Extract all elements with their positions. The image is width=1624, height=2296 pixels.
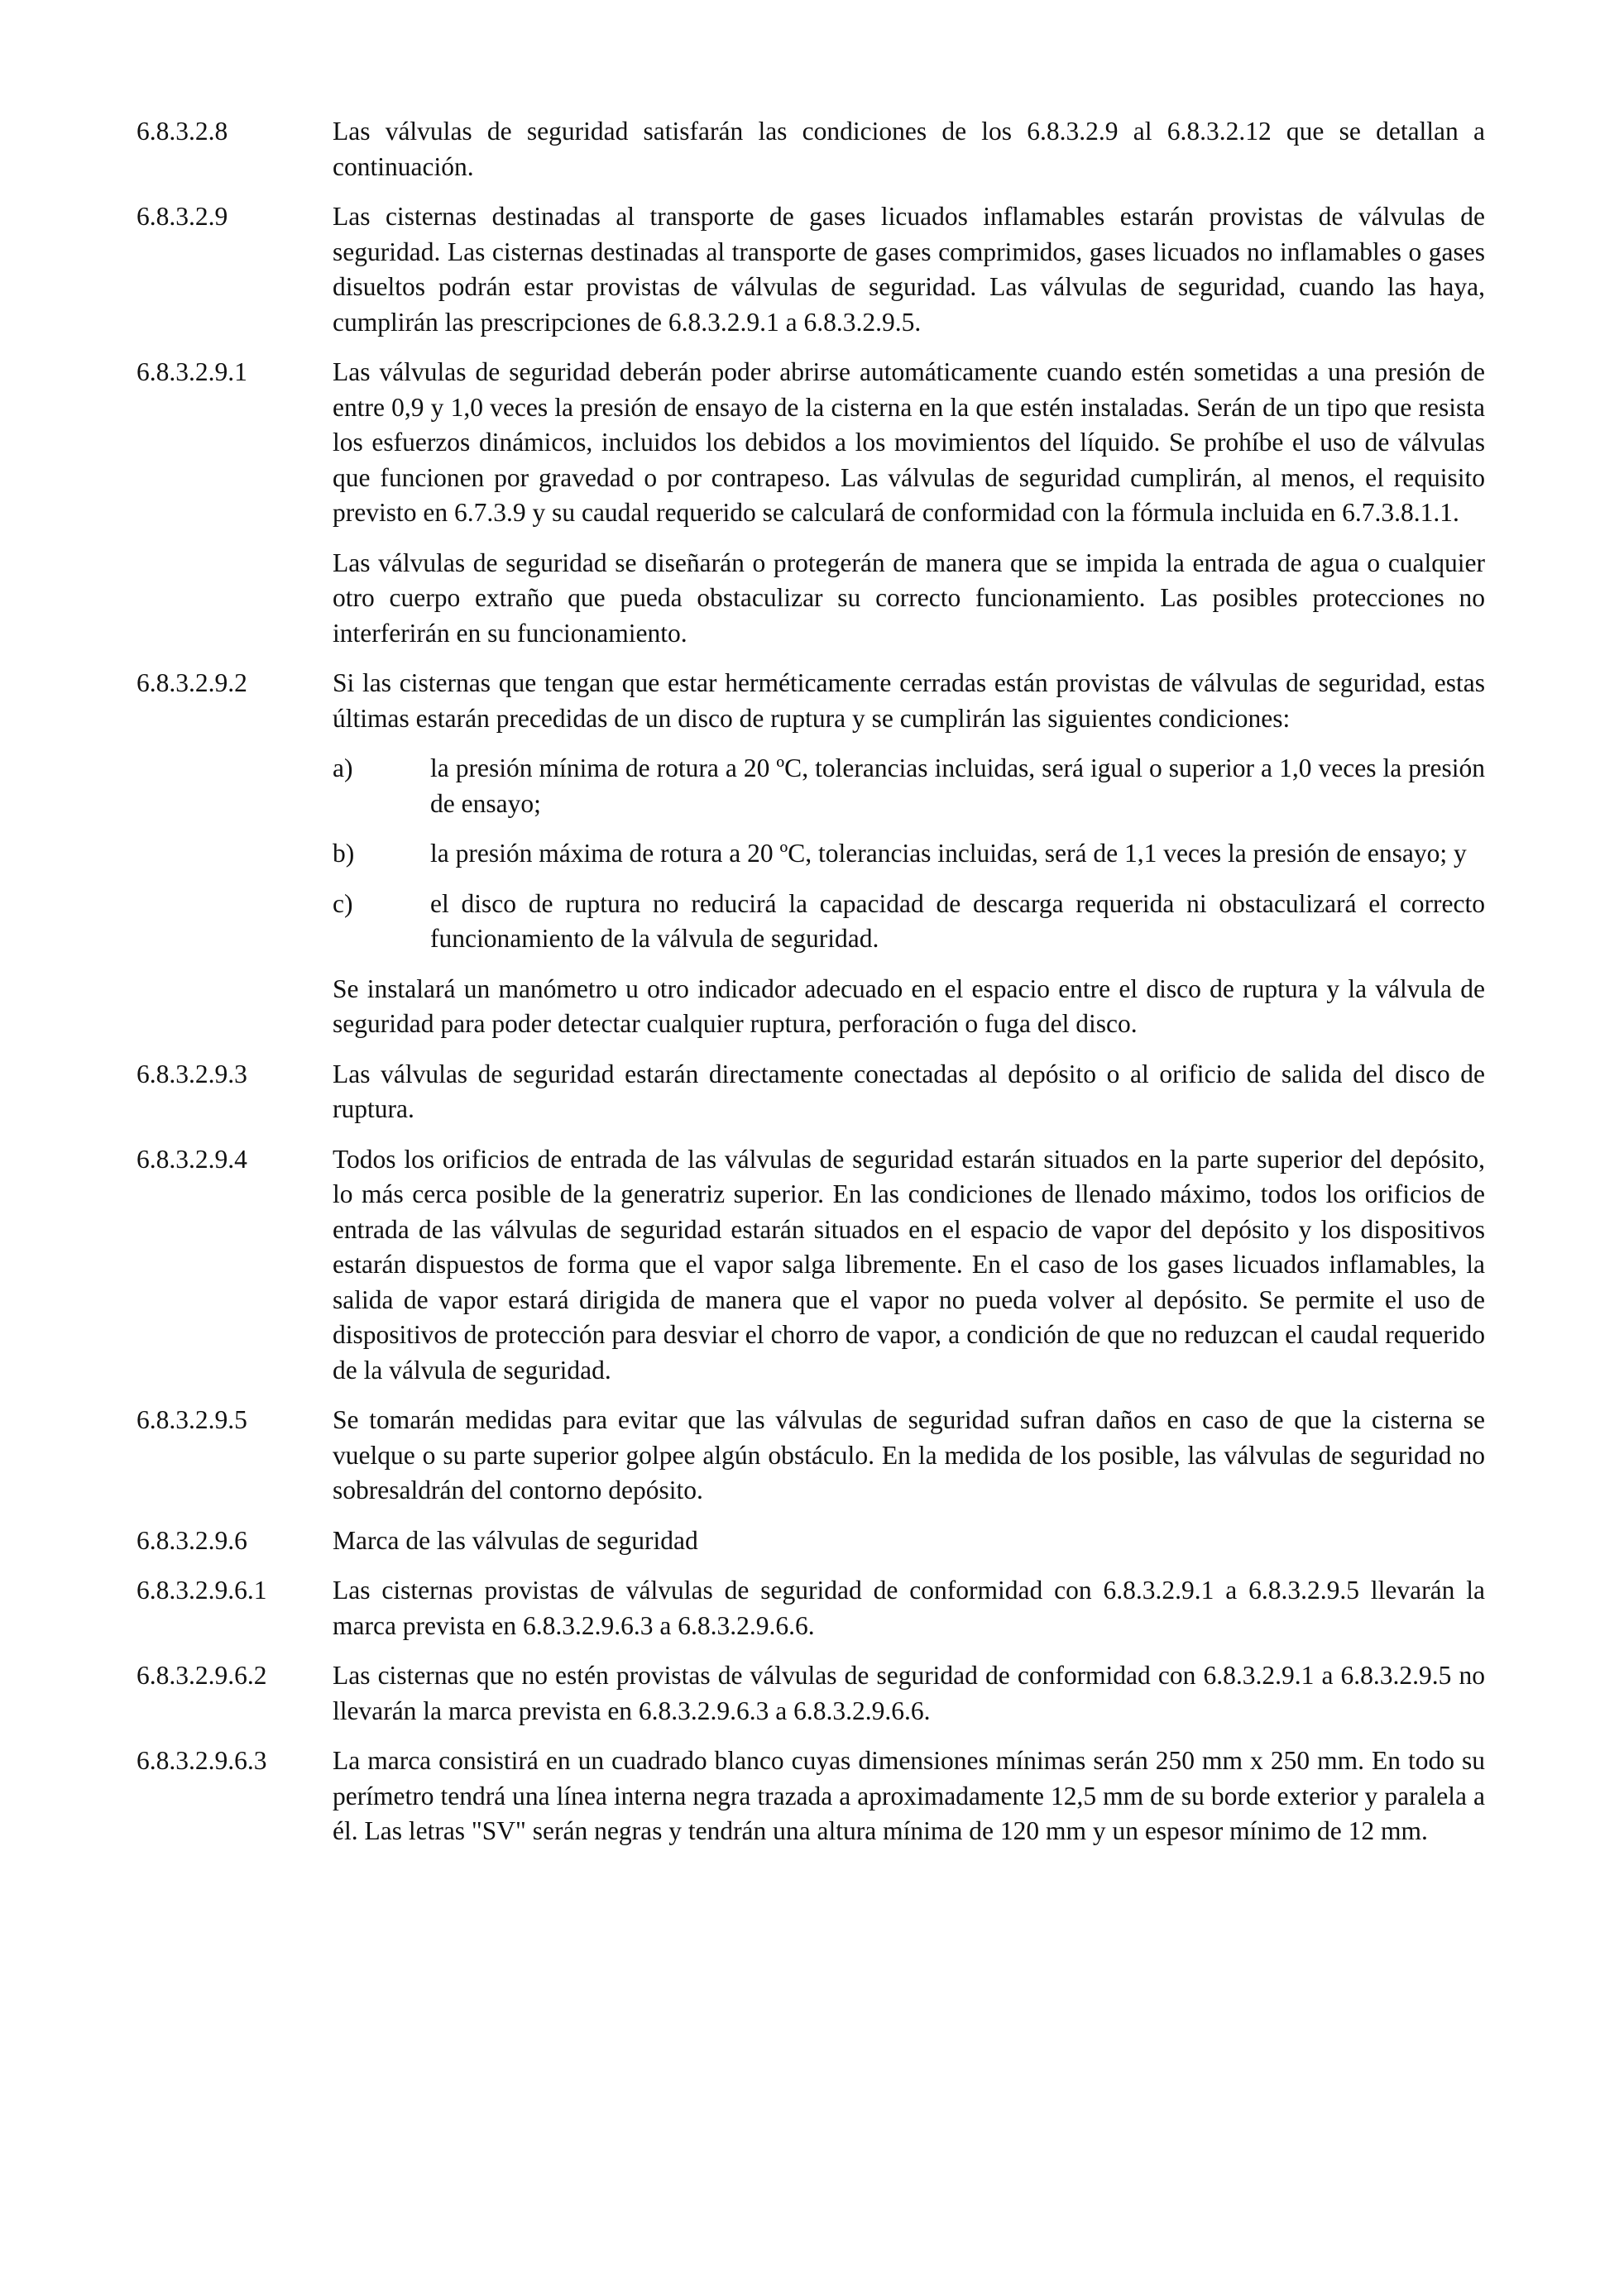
section-number: 6.8.3.2.8 [137,117,228,146]
section-6-8-3-2-9-3 [137,1057,1485,1127]
section-number: 6.8.3.2.9.2 [137,668,247,697]
section-body [333,355,1485,651]
list-item [333,887,1485,957]
section-6-8-3-2-9-6 [137,1523,1485,1559]
section-body [333,1523,1485,1559]
paragraph: Se tomarán medidas para evitar que las válvulas de seguridad sufran daños en caso de que la cisterna se vuelque o su parte superior golpee algún obstáculo. En la medida de los posible, las válvulas de seguridad no sobresaldrán del contorno depósito. [333,1405,1485,1504]
section-body [333,199,1485,340]
section-number: 6.8.3.2.9.5 [137,1405,247,1434]
document-page [137,114,1485,1864]
section-number: 6.8.3.2.9.6 [137,1525,247,1555]
list-item [333,836,1485,872]
list-item-text: el disco de ruptura no reducirá la capacidad de descarga requerida ni obstaculizará el correcto funcionamiento de la válvula de seguridad. [430,888,1485,953]
section-6-8-3-2-9-6-2 [137,1658,1485,1729]
section-number: 6.8.3.2.9.1 [137,357,247,386]
section-6-8-3-2-9-6-3 [137,1744,1485,1849]
section-body [333,1142,1485,1389]
paragraph: Las válvulas de seguridad se diseñarán o protegerán de manera que se impida la entrada de agua o cualquier otro cuerpo extraño que pueda obstaculizar su correcto funcionamiento. Las posibles protecciones no interferirán en su funcionamiento. [333,548,1485,648]
section-6-8-3-2-9-6-1 [137,1573,1485,1643]
section-heading: Marca de las válvulas de seguridad [333,1525,698,1555]
section-number: 6.8.3.2.9.6.1 [137,1576,267,1605]
section-number: 6.8.3.2.9 [137,202,228,231]
paragraph: Se instalará un manómetro u otro indicador adecuado en el espacio entre el disco de ruptura y la válvula de seguridad para poder detectar cualquier ruptura, perforación o fuga del disco. [333,973,1485,1038]
paragraph: La marca consistirá en un cuadrado blanco cuyas dimensiones mínimas serán 250 mm x 250 mm. En todo su perímetro tendrá una línea interna negra trazada a aproximadamente 12,5 mm de su borde exterior y paralela a él. Las letras "SV" serán negras y tendrán una altura mínima de 120 mm y un espesor mínimo de 12 mm. [333,1746,1485,1845]
paragraph: Las cisternas destinadas al transporte de gases licuados inflamables estarán provistas de válvulas de seguridad. Las cisternas destinadas al transporte de gases comprimidos, gases licuados no inflamables o gases disueltos podrán estar provistas de válvulas de seguridad. Las válvulas de seguridad, cuando las haya, cumplirán las prescripciones de 6.8.3.2.9.1 a 6.8.3.2.9.5. [333,202,1485,337]
section-body [333,114,1485,184]
section-6-8-3-2-8 [137,114,1485,184]
section-body [333,1403,1485,1509]
list-item [333,751,1485,821]
paragraph: Las cisternas que no estén provistas de válvulas de seguridad de conformidad con 6.8.3.2.9.1 a 6.8.3.2.9.5 no llevarán la marca prevista en 6.8.3.2.9.6.3 a 6.8.3.2.9.6.6. [333,1661,1485,1725]
section-6-8-3-2-9 [137,199,1485,340]
section-body [333,1057,1485,1127]
list-item-label: c) [333,888,353,918]
section-body [333,1573,1485,1643]
section-number: 6.8.3.2.9.6.2 [137,1661,267,1690]
section-6-8-3-2-9-1 [137,355,1485,651]
paragraph: Las cisternas provistas de válvulas de seguridad de conformidad con 6.8.3.2.9.1 a 6.8.3.2.9.5 llevarán la marca prevista en 6.8.3.2.9.6.3 a 6.8.3.2.9.6.6. [333,1576,1485,1640]
section-number: 6.8.3.2.9.3 [137,1059,247,1088]
list-item-text: la presión máxima de rotura a 20 ºC, tolerancias incluidas, será de 1,1 veces la presión de ensayo; y [430,839,1467,868]
section-body [333,666,1485,1042]
paragraph: Las válvulas de seguridad satisfarán las condiciones de los 6.8.3.2.9 al 6.8.3.2.12 que se detallan a continuación. [333,117,1485,181]
paragraph: Todos los orificios de entrada de las válvulas de seguridad estarán situados en la parte superior del depósito, lo más cerca posible de la generatriz superior. En las condiciones de llenado máximo, todos los orificios de entrada de las válvulas de seguridad estarán situados en el espacio de vapor del depósito y los dispositivos estarán dispuestos de forma que el vapor salga libremente. En el caso de los gases licuados inflamables, la salida de vapor estará dirigida de manera que el vapor no pueda volver al depósito. Se permite el uso de dispositivos de protección para desviar el chorro de vapor, a condición de que no reduzcan el caudal requerido de la válvula de seguridad. [333,1144,1485,1385]
list-item-label: a) [333,753,353,782]
section-body [333,1658,1485,1729]
section-6-8-3-2-9-2 [137,666,1485,1042]
section-number: 6.8.3.2.9.6.3 [137,1746,267,1775]
list-item-text: la presión mínima de rotura a 20 ºC, tolerancias incluidas, será igual o superior a 1,0 veces la presión de ensayo; [430,753,1485,818]
section-number: 6.8.3.2.9.4 [137,1144,247,1174]
section-6-8-3-2-9-4 [137,1142,1485,1389]
paragraph: Si las cisternas que tengan que estar herméticamente cerradas están provistas de válvulas de seguridad, estas últimas estarán precedidas de un disco de ruptura y se cumplirán las siguientes condiciones: [333,668,1485,733]
paragraph: Las válvulas de seguridad deberán poder abrirse automáticamente cuando estén sometidas a una presión de entre 0,9 y 1,0 veces la presión de ensayo de la cisterna en la que estén instaladas. Serán de un tipo que resista los esfuerzos dinámicos, incluidos los debidos a los movimientos del líquido. Se prohíbe el uso de válvulas que funcionen por gravedad o por contrapeso. Las válvulas de seguridad cumplirán, al menos, el requisito previsto en 6.7.3.9 y su caudal requerido se calculará de conformidad con la fórmula incluida en 6.7.3.8.1.1. [333,357,1485,527]
section-6-8-3-2-9-5 [137,1403,1485,1509]
paragraph: Las válvulas de seguridad estarán directamente conectadas al depósito o al orificio de salida del disco de ruptura. [333,1059,1485,1123]
list-item-label: b) [333,839,355,868]
condition-list [333,751,1485,957]
section-body [333,1744,1485,1849]
